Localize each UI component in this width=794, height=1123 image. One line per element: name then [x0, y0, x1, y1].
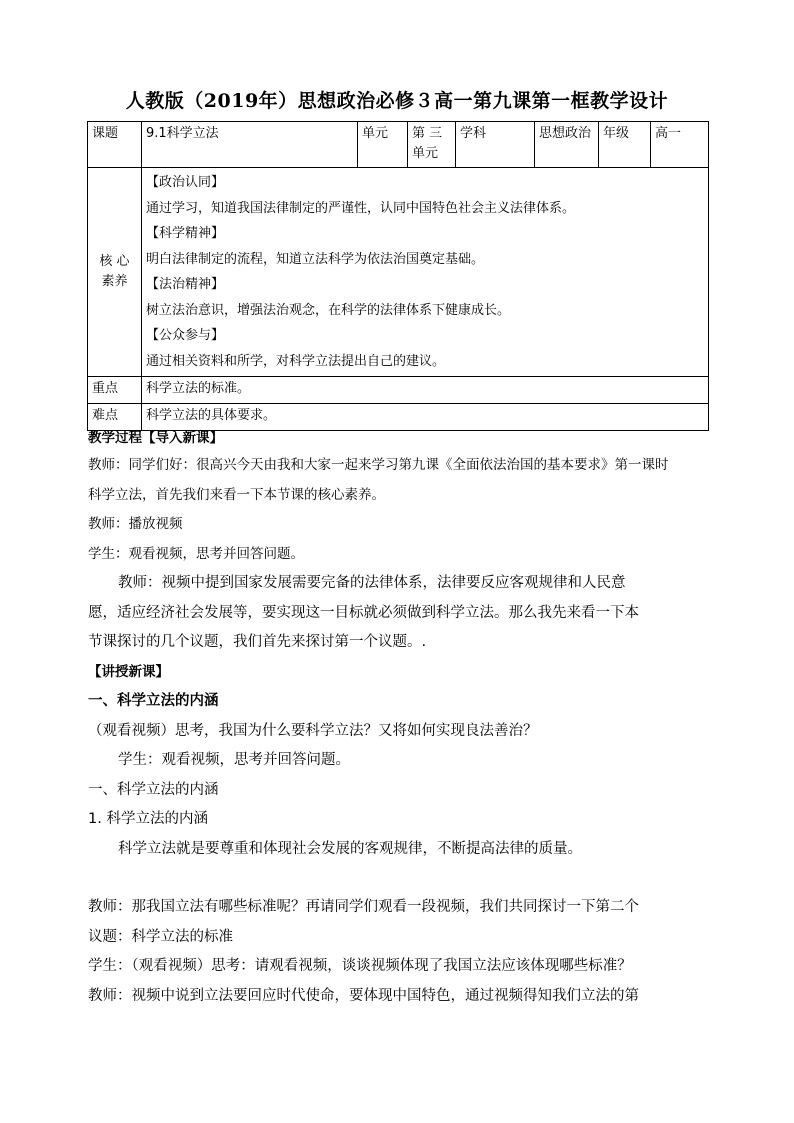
- paragraph: 教师：那我国立法有哪些标准呢？再请同学们观看一段视频，我们共同探讨一下第二个: [88, 899, 639, 915]
- new-lesson-heading: 【讲授新课】: [88, 663, 169, 680]
- paragraph: 教师：视频中提到国家发展需要完备的法律体系，法律要反应客观规律和人民意: [118, 575, 626, 591]
- core-line: 【科学精神】: [146, 226, 225, 241]
- paragraph: （观看视频）思考，我国为什么要科学立法？又将如何实现良法善治？: [88, 722, 538, 739]
- unit-value: 第 三 单元: [408, 122, 456, 168]
- paragraph: 教师：同学们好：很高兴今天由我和大家一起来学习第九课《全面依法治国的基本要求》第一课时: [88, 457, 669, 473]
- grade-value: 高一: [651, 122, 709, 168]
- paragraph: 议题：科学立法的标准: [88, 928, 233, 945]
- core-literacy-content: [142, 168, 709, 377]
- section-heading: 一、科学立法的内涵: [88, 781, 219, 798]
- core-line: 【公众参与】: [146, 328, 225, 343]
- topic-label: 课题: [88, 122, 142, 168]
- spacer: [88, 864, 708, 893]
- paragraph: 节课探讨的几个议题，我们首先来探讨第一个议题。.: [88, 634, 427, 650]
- paragraph: 愿，适应经济社会发展等，要实现这一目标就必须做到科学立法。那么我先来看一下本: [88, 604, 639, 621]
- paragraph: 科学立法，首先我们来看一下本节课的核心素养。: [88, 486, 385, 503]
- core-literacy-label: 核 心 素养: [88, 168, 142, 377]
- paragraph: 学生：观看视频，思考并回答问题。: [118, 752, 350, 768]
- core-literacy-row: [88, 168, 709, 377]
- core-line: 通过学习，知道我国法律制定的严谨性，认同中国特色社会主义法律体系。: [146, 200, 576, 216]
- core-line: 【政治认同】: [146, 175, 225, 190]
- topic-value: 9.1科学立法: [142, 122, 358, 168]
- subject-value: 思想政治: [535, 122, 599, 168]
- difficult-point-value: 科学立法的具体要求。: [142, 404, 709, 431]
- paragraph: 学生：观看视频，思考并回答问题。: [88, 545, 304, 562]
- unit-label: 单元: [358, 122, 408, 168]
- difficult-point-label: 难点: [88, 404, 142, 431]
- core-line: 树立法治意识，增强法治观念，在科学的法律体系下健康成长。: [146, 302, 511, 318]
- process-heading: 教学过程【导入新课】: [88, 430, 223, 446]
- document-title: 人教版（2019年）思想政治必修３高一第九课第一框教学设计: [125, 90, 669, 112]
- teaching-process: [88, 425, 708, 1011]
- paragraph: 学生：（观看视频）思考：请观看视频，谈谈视频体现了我国立法应该体现哪些标准？: [88, 958, 632, 974]
- list-item: 1. 科学立法的内涵: [88, 811, 208, 827]
- paragraph: 教师：视频中说到立法要回应时代使命，要体现中国特色，通过视频得知我们立法的第: [88, 987, 639, 1004]
- core-line: 明白法律制定的流程，知道立法科学为依法治国奠定基础。: [146, 251, 485, 267]
- lesson-info-table: [87, 121, 709, 431]
- core-line: 通过相关资料和所学，对科学立法提出自己的建议。: [146, 353, 446, 369]
- subject-label: 学科: [456, 122, 535, 168]
- grade-label: 年级: [599, 122, 651, 168]
- header-row: [88, 122, 709, 168]
- key-point-label: 重点: [88, 377, 142, 404]
- key-point-value: 科学立法的标准。: [142, 377, 709, 404]
- key-point-row: [88, 377, 709, 404]
- section-heading: 一、科学立法的内涵: [88, 693, 219, 709]
- core-line: 【法治精神】: [146, 277, 225, 292]
- paragraph: 教师：播放视频: [88, 516, 183, 532]
- paragraph: 科学立法就是要尊重和体现社会发展的客观规律，不断提高法律的质量。: [118, 840, 582, 857]
